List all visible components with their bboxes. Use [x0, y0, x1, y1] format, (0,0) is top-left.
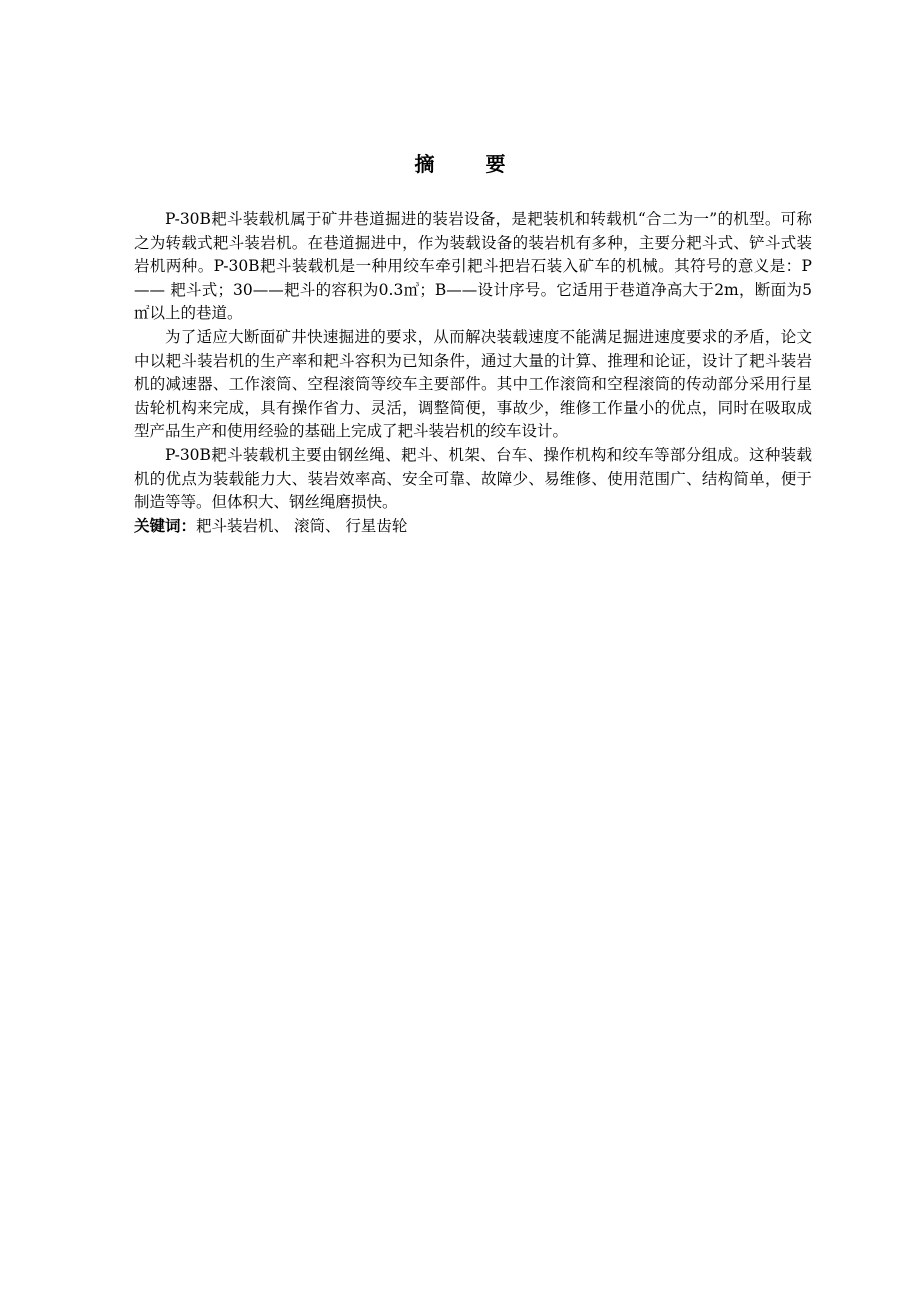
- keyword-3: 行星齿轮: [345, 516, 408, 535]
- keyword-separator: 、: [273, 516, 294, 535]
- abstract-paragraph-1: P-30B耙斗装载机属于矿井巷道掘进的装岩设备，是耙装机和转载机“合二为一”的机型。可称之为转载式耙斗装岩机。在巷道掘进中，作为装载设备的装岩机有多种，主要分耙斗式、铲斗式装岩机两种。P-30B耙斗装载机是一种用绞车牵引耙斗把岩石装入矿车的机械。其符号的意义是：P—— 耙斗式；30——耙斗的容积为0.3㎥；B——设计序号。它适用于巷道净高大于2m，断面为5㎡以上的巷道。: [134, 210, 812, 323]
- abstract-paragraph-2: 为了适应大断面矿井快速掘进的要求，从而解决装载速度不能满足掘进速度要求的矛盾，论文中以耙斗装岩机的生产率和耙斗容积为已知条件，通过大量的计算、推理和论证，设计了耙斗装岩机的减速器、工作滚筒、空程滚筒等绞车主要部件。其中工作滚筒和空程滚筒的传动部分采用行星齿轮机构来完成，具有操作省力、灵活，调整简便，事故少，维修工作量小的优点，同时在吸取成型产品生产和使用经验的基础上完成了耙斗装岩机的绞车设计。: [134, 327, 812, 441]
- abstract-paragraph-3: P-30B耙斗装载机主要由钢丝绳、耙斗、机架、台车、操作机构和绞车等部分组成。这种装载机的优点为装载能力大、装岩效率高、安全可靠、故障少、易维修、使用范围广、结构简单，便于制造等等。但体积大、钢丝绳磨损快。: [134, 445, 812, 512]
- keyword-2: 滚筒: [293, 516, 325, 535]
- keywords-label: 关键词：: [134, 516, 197, 535]
- keyword-separator: 、: [324, 516, 346, 535]
- keyword-1: 耙斗装岩机: [196, 516, 274, 535]
- keywords-line: [134, 515, 812, 539]
- abstract-title: 摘 要: [414, 152, 528, 176]
- abstract-body: [134, 208, 812, 538]
